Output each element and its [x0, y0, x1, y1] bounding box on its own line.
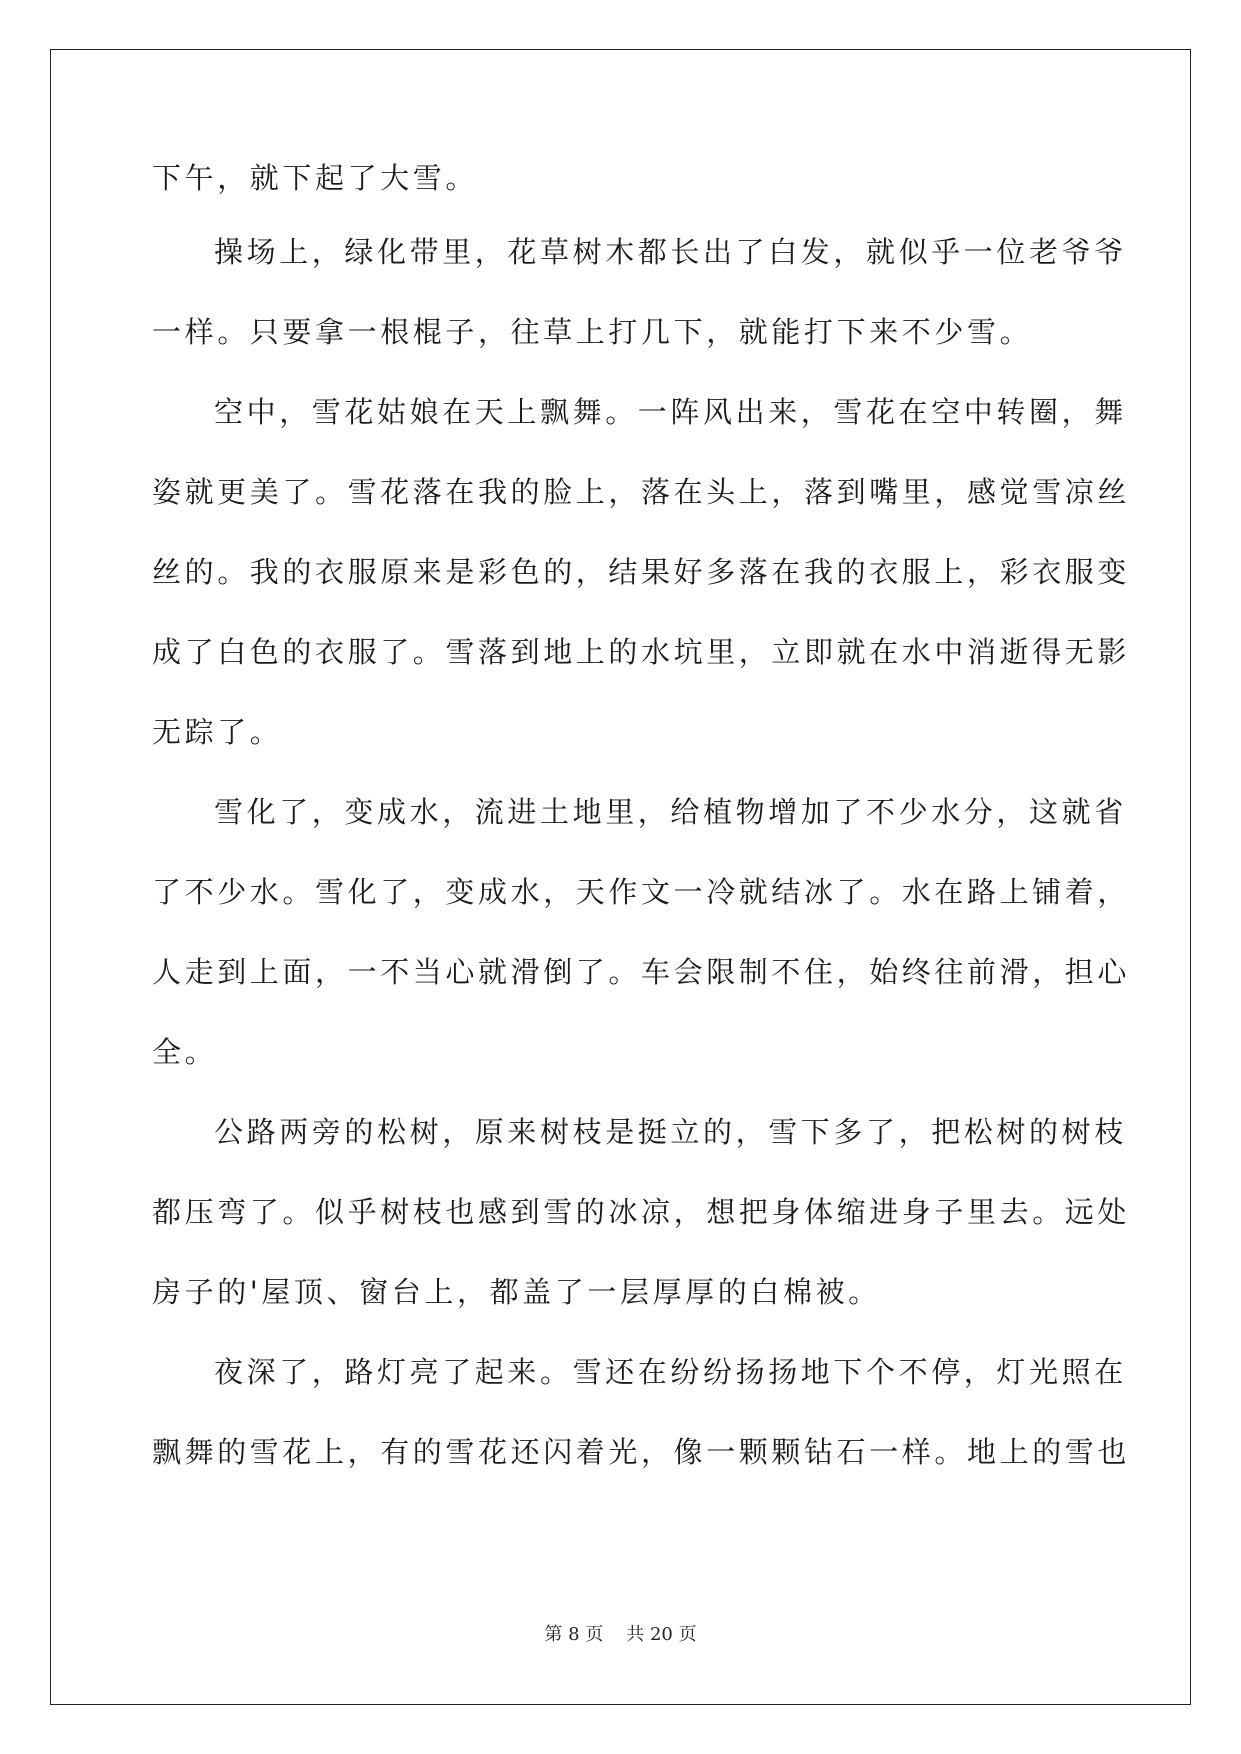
text-line: 成了白色的衣服了。雪落到地上的水坑里，立即就在水中消逝得无影 — [152, 635, 1131, 669]
text-line: 全。 — [152, 1035, 218, 1069]
text-line: 都压弯了。似乎树枝也感到雪的冰凉，想把身体缩进身子里去。远处 — [152, 1195, 1131, 1229]
text-line: 公路两旁的松树，原来树枝是挺立的，雪下多了，把松树的树枝 — [214, 1115, 1127, 1149]
page-footer — [0, 1620, 1241, 1646]
text-line: 操场上，绿化带里，花草树木都长出了白发，就似乎一位老爷爷 — [214, 235, 1127, 269]
text-line: 丝的。我的衣服原来是彩色的，结果好多落在我的衣服上，彩衣服变 — [152, 555, 1131, 589]
page-number: 第 8 页 — [544, 1624, 604, 1645]
text-line: 了不少水。雪化了，变成水，天作文一冷就结冰了。水在路上铺着， — [152, 875, 1131, 909]
text-line: 夜深了，路灯亮了起来。雪还在纷纷扬扬地下个不停，灯光照在 — [214, 1355, 1127, 1389]
text-line: 一样。只要拿一根棍子，往草上打几下，就能打下来不少雪。 — [152, 315, 1033, 349]
text-line: 无踪了。 — [152, 715, 283, 749]
text-line: 人走到上面，一不当心就滑倒了。车会限制不住，始终往前滑，担心 — [152, 955, 1131, 989]
text-line: 房子的'屋顶、窗台上，都盖了一层厚厚的白棉被。 — [152, 1275, 881, 1309]
total-pages: 共 20 页 — [626, 1624, 697, 1645]
text-line: 下午，就下起了大雪。 — [152, 161, 479, 195]
text-line: 雪化了，变成水，流进土地里，给植物增加了不少水分，这就省 — [214, 795, 1127, 829]
text-line: 空中，雪花姑娘在天上飘舞。一阵风出来，雪花在空中转圈，舞 — [214, 395, 1127, 429]
text-line: 姿就更美了。雪花落在我的脸上，落在头上，落到嘴里，感觉雪凉丝 — [152, 475, 1131, 509]
text-line: 飘舞的雪花上，有的雪花还闪着光，像一颗颗钻石一样。地上的雪也 — [152, 1435, 1131, 1469]
